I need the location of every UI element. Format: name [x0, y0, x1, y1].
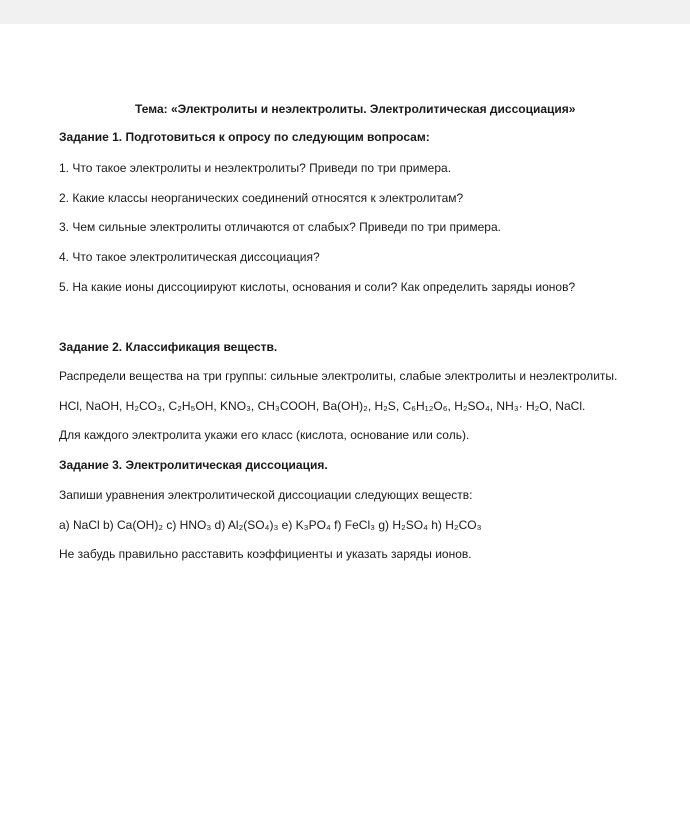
task1-question-1: 1. Что такое электролиты и неэлектролиты? Приведи по три примера. [59, 161, 452, 175]
task3-heading: Задание 3. Электролитическая диссоциация. [59, 458, 328, 472]
task2-note: Для каждого электролита укажи его класс (кислота, основание или соль). [59, 428, 470, 442]
task3-instruction: Запиши уравнения электролитической диссоциации следующих веществ: [59, 488, 473, 502]
document-title: Тема: «Электролиты и неэлектролиты. Электролитическая диссоциация» [135, 102, 576, 116]
task2-substances: HCl, NaOH, H₂CO₃, C₂H₅OH, KNO₃, CH₃COOH, Ba(OH)₂, H₂S, C₆H₁₂O₆, H₂SO₄, NH₃· H₂O, NaCl. [59, 399, 586, 413]
task1-heading: Задание 1. Подготовиться к опросу по следующим вопросам: [59, 130, 430, 144]
task2-heading: Задание 2. Классификация веществ. [59, 340, 278, 354]
task1-question-3: 3. Чем сильные электролиты отличаются от слабых? Приведи по три примера. [59, 220, 501, 234]
task1-question-4: 4. Что такое электролитическая диссоциация? [59, 250, 320, 264]
task3-substances: а) NaCl b) Ca(OH)₂ c) HNO₃ d) Al₂(SO₄)₃ e) K₃PO₄ f) FeCl₃ g) H₂SO₄ h) H₂CO₃ [59, 518, 482, 532]
task1-question-2: 2. Какие классы неорганических соединений относятся к электролитам? [59, 191, 464, 205]
task2-instruction: Распредели вещества на три группы: сильные электролиты, слабые электролиты и неэлектролиты. [59, 369, 618, 383]
task1-question-5: 5. На какие ионы диссоциируют кислоты, основания и соли? Как определить заряды ионов? [59, 280, 576, 294]
top-bar [0, 0, 690, 24]
task3-note: Не забудь правильно расставить коэффициенты и указать заряды ионов. [59, 547, 472, 561]
